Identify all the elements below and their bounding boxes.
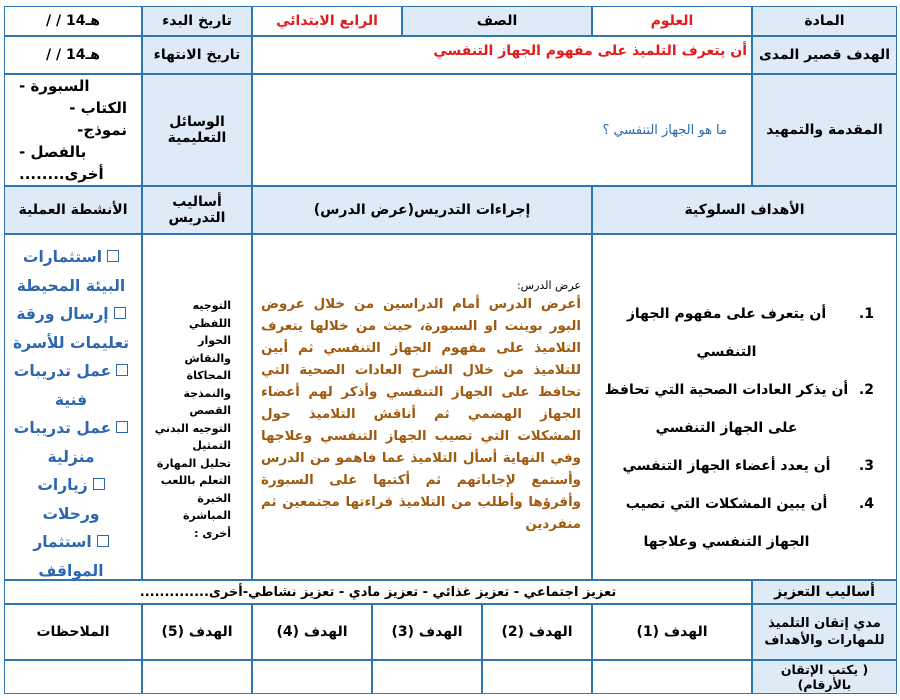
behavioral-goals-cell xyxy=(592,234,897,580)
notes-entry[interactable] xyxy=(4,660,142,694)
activity-item[interactable] xyxy=(9,300,133,357)
method-item: الخبرة المباشرة xyxy=(182,491,231,522)
behavioral-goals-list xyxy=(603,295,880,561)
intro-value: ما هو الجهاز التنفسي ؟ xyxy=(252,74,752,186)
methods-cell xyxy=(142,234,252,580)
activity-label: إرسال ورقة تعليمات للأسرة xyxy=(12,305,130,352)
mastery-entry-5[interactable] xyxy=(142,660,252,694)
activity-item[interactable] xyxy=(9,243,133,300)
subject-label: المادة xyxy=(752,6,897,36)
procedures-cell xyxy=(252,234,592,580)
subject-value: العلوم xyxy=(592,6,752,36)
mastery-goal-3: الهدف (3) xyxy=(372,604,482,660)
mastery-entry-2[interactable] xyxy=(482,660,592,694)
end-date-label: تاريخ الانتهاء xyxy=(142,36,252,74)
behavioral-goal-item: 4. أن يبين المشكلات التي تصيب الجهاز التنفسي وعلاجها xyxy=(603,485,854,561)
method-item: التوجيه البدني xyxy=(154,421,231,435)
behavioral-goal-item: 2. أن يذكر العادات الصحية التي تحافظ على الجهاز التنفسي xyxy=(603,371,854,447)
tools-line: السبورة - xyxy=(19,77,90,95)
tools-line: بالفصل - xyxy=(19,143,87,161)
grade-label: الصف xyxy=(402,6,592,36)
tools-label: الوسائل التعليمية xyxy=(142,74,252,186)
activity-label: استثمارات البيئة المحيطة xyxy=(16,248,126,295)
end-date-value[interactable]: / / 14هـ xyxy=(4,36,142,74)
lesson-plan-table xyxy=(4,6,897,694)
methods-list xyxy=(149,297,231,542)
tools-line: الكتاب - نموذج- xyxy=(69,99,127,139)
mastery-goal-5: الهدف (5) xyxy=(142,604,252,660)
intro-label: المقدمة والتمهيد xyxy=(752,74,897,186)
procedures-text: أعرض الدرس أمام الدراسين من خلال عروض البور بوينت او السبورة، حيث من خلالها يتعرف التلاميذ على مفهوم الجهاز التنفسي ثم أبين للتلاميذ من خلال الشرح العادات الصحية التي تحافظ على الجهاز التنفسي وأذكر لهم أعضاء الجهاز الهضمي ثم أناقش التلاميذ حول المشكلات التي تصيب الجهاز التنفسي وعلاجها وفي النهاية أسأل التلاميذ عما فاهمو من الدرس وأستمع لإجاباتهم ثم أكتبها على السبورة وأقرؤها وأطلب من التلاميذ قراءتها مجتمعين ثم منفردين xyxy=(261,297,581,532)
activities-header: الأنشطة العملية xyxy=(4,186,142,234)
tools-list xyxy=(4,74,142,186)
short-goal-label: الهدف قصير المدى xyxy=(752,36,897,74)
mastery-goal-2: الهدف (2) xyxy=(482,604,592,660)
method-item: التمثيل xyxy=(192,439,231,452)
method-item: تحليل المهارة xyxy=(156,456,231,470)
grade-value: الرابع الابتدائي xyxy=(252,6,402,36)
reinforcement-value: تعزيز اجتماعي - تعزيز غذائي - تعزيز مادي - تعزيز نشاطي-أخرى.............. xyxy=(4,580,752,604)
start-date-value[interactable]: / / 14هـ xyxy=(4,6,142,36)
checkbox-icon[interactable] xyxy=(93,478,105,490)
behavioral-goals-header: الأهداف السلوكية xyxy=(592,186,897,234)
methods-header: أساليب التدريس xyxy=(142,186,252,234)
notes-label: الملاحظات xyxy=(4,604,142,660)
activity-label: زيارات ورحلات xyxy=(37,476,100,523)
reinforcement-label: أساليب التعزيز xyxy=(752,580,897,604)
procedures-label: عرض الدرس: xyxy=(516,279,581,292)
activity-label: استثمار المواقف xyxy=(33,533,104,580)
short-goal-value: أن يتعرف التلميذ على مفهوم الجهاز التنفسي xyxy=(252,36,752,74)
method-item: التوجيه اللفظي xyxy=(188,299,231,330)
activity-item[interactable] xyxy=(9,528,133,580)
checkbox-icon[interactable] xyxy=(114,307,126,319)
mastery-note: ( يكتب الإتقان بالأرقام) xyxy=(752,660,897,694)
mastery-entry-4[interactable] xyxy=(252,660,372,694)
mastery-entry-3[interactable] xyxy=(372,660,482,694)
activity-item[interactable] xyxy=(9,414,133,471)
checkbox-icon[interactable] xyxy=(116,364,128,376)
method-item: أخرى : xyxy=(194,526,231,540)
mastery-label: مدي إتقان التلميذ للمهارات والأهداف xyxy=(752,604,897,660)
tools-line: أخرى........ xyxy=(19,165,104,183)
method-item: التعلم باللعب xyxy=(160,474,231,487)
activity-label: عمل تدريبات منزلية xyxy=(13,419,112,466)
mastery-goal-1: الهدف (1) xyxy=(592,604,752,660)
method-item: الحوار والنقاش xyxy=(184,334,231,365)
method-item: المحاكاة والنمذجة xyxy=(183,369,231,400)
checkbox-icon[interactable] xyxy=(116,421,128,433)
checkbox-icon[interactable] xyxy=(97,535,109,547)
procedures-header: إجراءات التدريس(عرض الدرس) xyxy=(252,186,592,234)
behavioral-goal-item: 1. أن يتعرف على مفهوم الجهاز التنفسي xyxy=(603,295,854,371)
activities-list xyxy=(9,243,133,580)
checkbox-icon[interactable] xyxy=(107,250,119,262)
activity-label: عمل تدريبات فنية xyxy=(13,362,112,409)
behavioral-goal-item: 3. أن يعدد أعضاء الجهاز التنفسي xyxy=(603,447,854,485)
mastery-entry-1[interactable] xyxy=(592,660,752,694)
start-date-label: تاريخ البدء xyxy=(142,6,252,36)
mastery-goal-4: الهدف (4) xyxy=(252,604,372,660)
activities-cell xyxy=(4,234,142,580)
activity-item[interactable] xyxy=(9,357,133,414)
method-item: القصص xyxy=(189,404,231,417)
activity-item[interactable] xyxy=(9,471,133,528)
